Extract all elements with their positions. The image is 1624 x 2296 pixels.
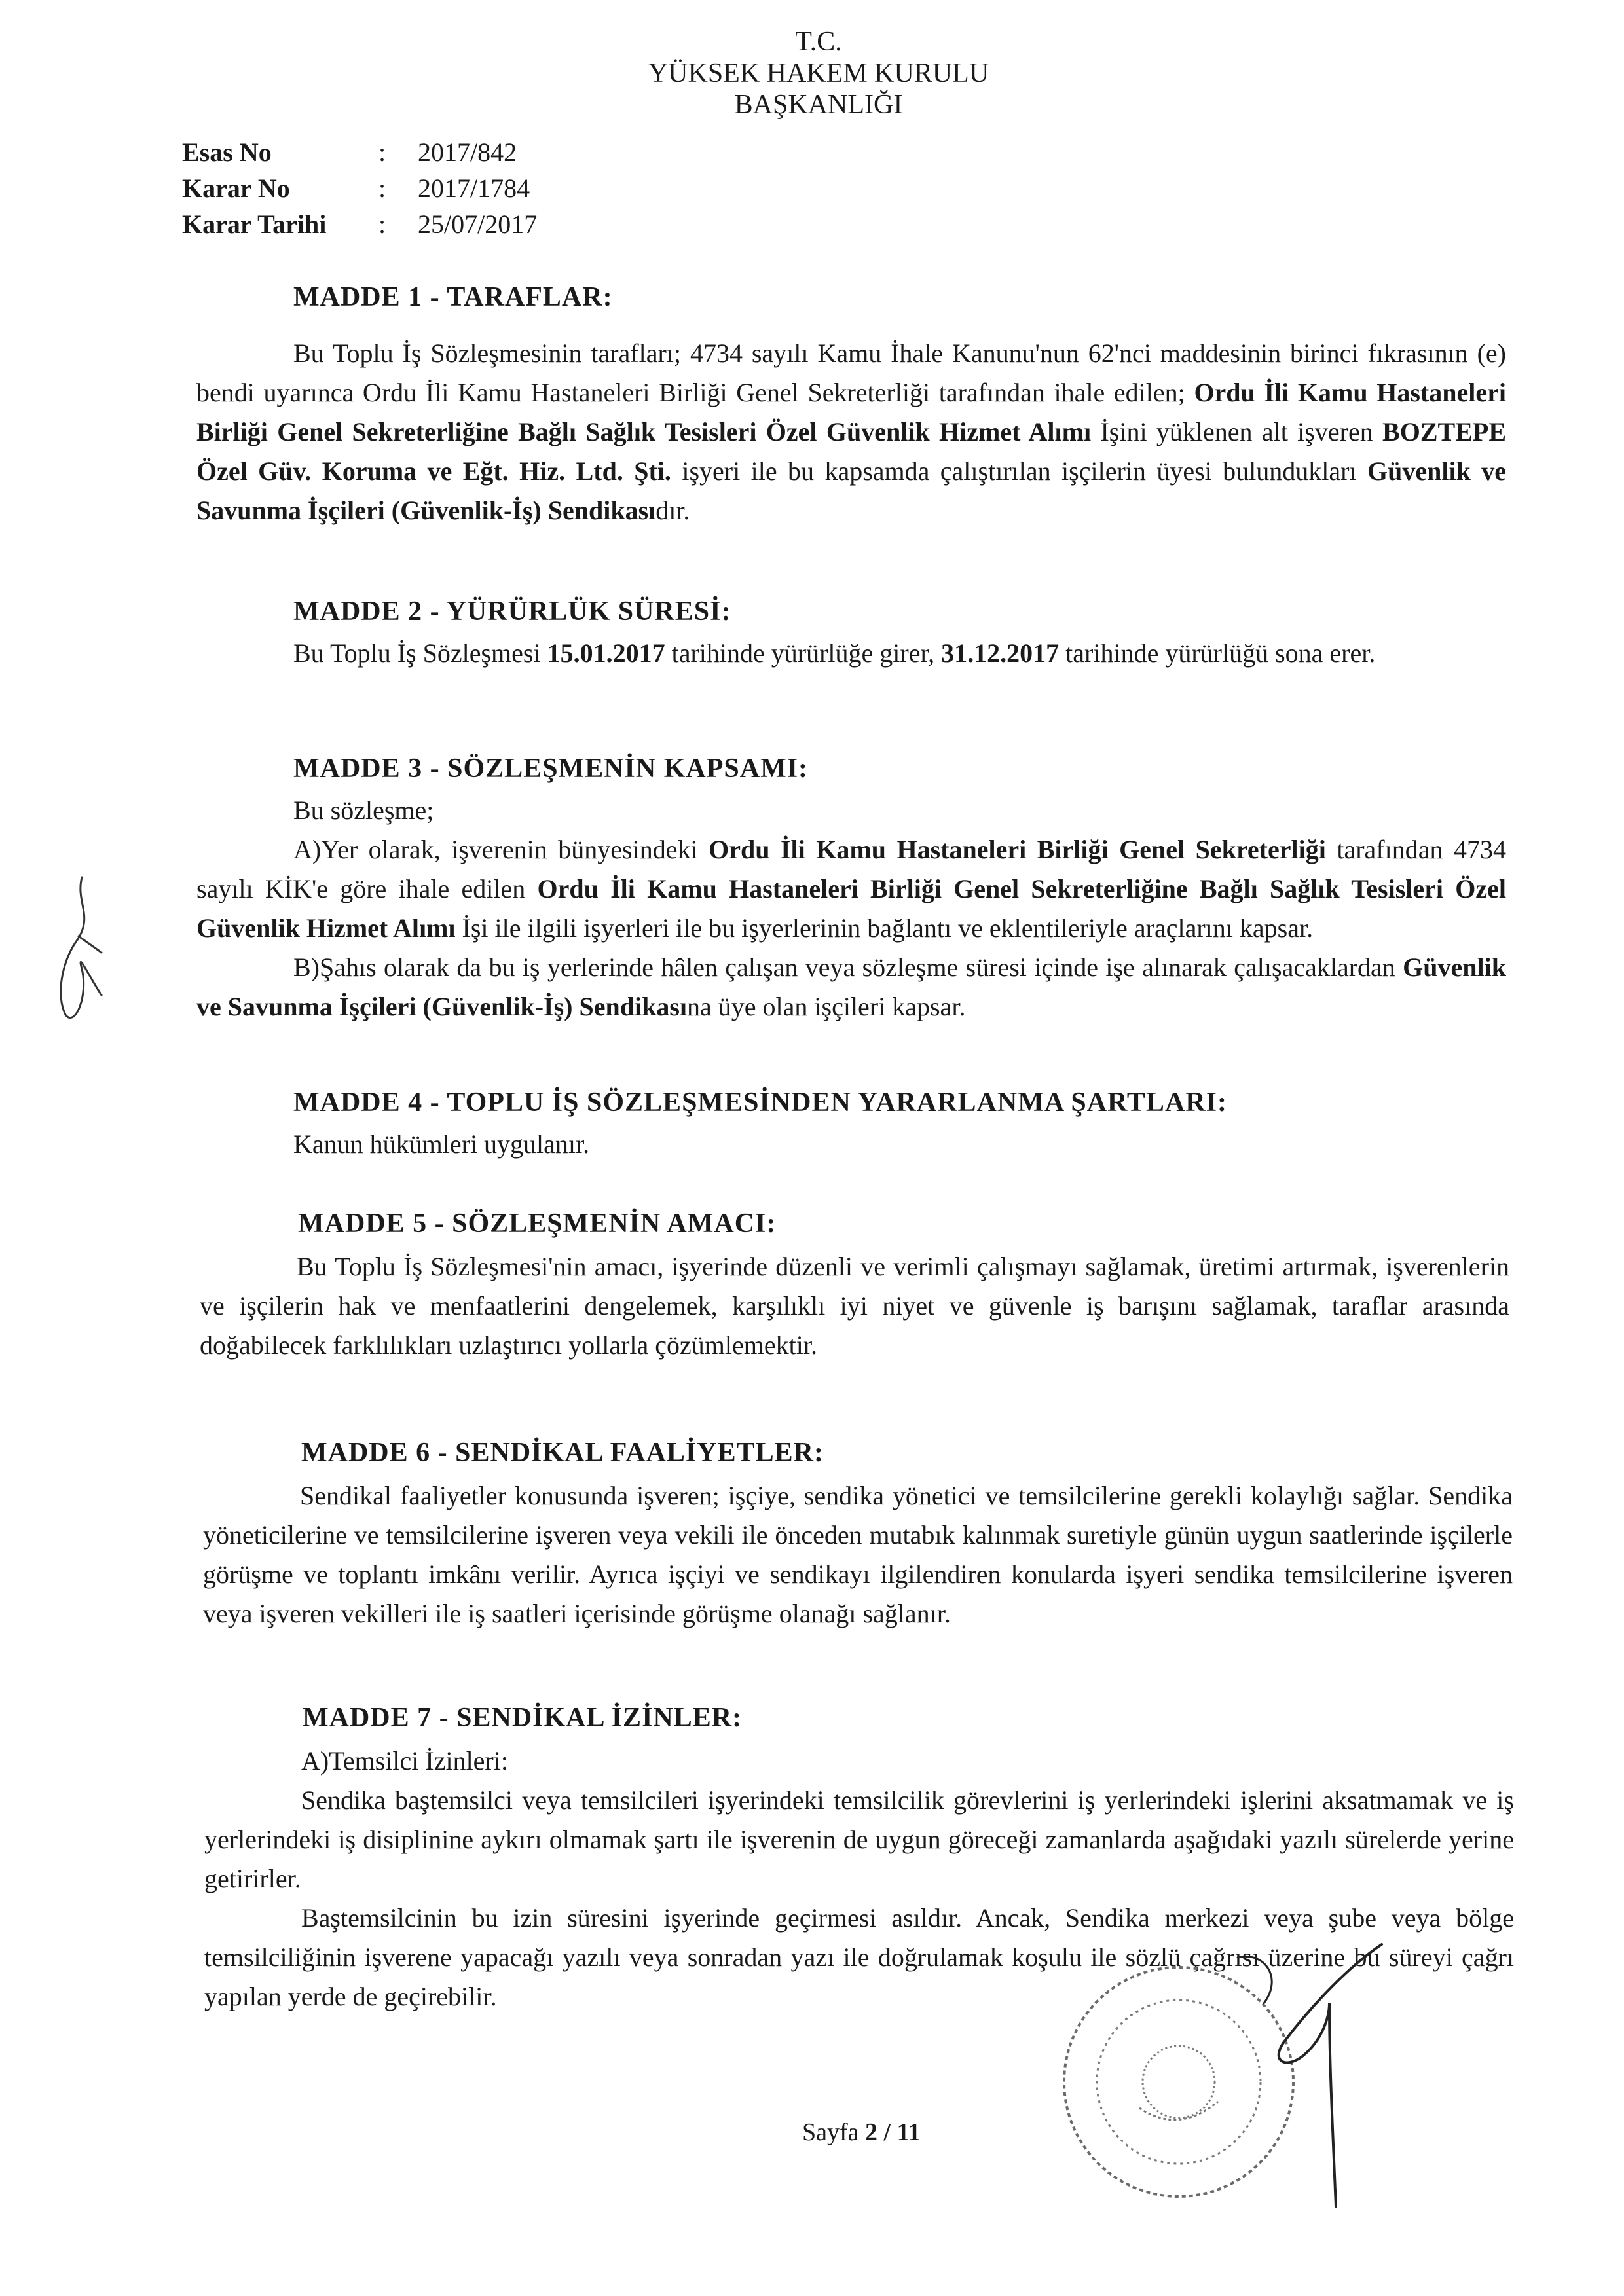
madde-6-heading: MADDE 6 - SENDİKAL FAALİYETLER:	[301, 1438, 824, 1468]
karar-row	[182, 170, 706, 206]
madde-3-body	[196, 791, 1506, 1027]
madde-7-p2: Baştemsilcinin bu izin süresini işyerinde geçirmesi asıldır. Ancak, Sendika merkezi veya şube veya bölge temsilciliğinin işverene yapacağı yazılı veya sonradan yazı ile doğrulamak koşulu ile sözlü çağrısı üzerine bu süreyi çağrı yapılan yerde de geçirebilir.	[204, 1903, 1514, 2011]
tarih-row	[182, 206, 706, 242]
madde-1-heading: MADDE 1 - TARAFLAR:	[293, 282, 613, 312]
colon: :	[378, 173, 386, 203]
madde-6-body: Sendikal faaliyetler konusunda işveren; işçiye, sendika yönetici ve temsilcilerine gerekli kolaylığı sağlar. Sendika yöneticilerine ve temsilcilerine işveren veya vekili ile önceden mutabık kalınmak suretiyle günün uygun saatlerinde işçilerle görüşme ve toplantı imkânı verilir. Ayrıca işçiyi ve sendikayı ilgilendiren konularda işyeri sendika temsilcilerine işveren veya işveren vekilleri ile iş saatleri içerisinde görüşme olanağı sağlanır.	[203, 1481, 1513, 1628]
madde-3-a: A)Yer olarak, işverenin bünyesindeki Ordu İli Kamu Hastaneleri Birliği Genel Sekreterliği tarafından 4734 sayılı KİK'e göre ihale edilen Ordu İli Kamu Hastaneleri Birliği Genel Sekreterliğine Bağlı Sağlık Tesisleri Özel Güvenlik Hizmet Alımı İşi ile ilgili işyerleri ile bu işyerlerinin bağlantı ve eklentileriyle araçlarını kapsar.	[196, 835, 1506, 943]
esas-label: Esas No	[182, 137, 272, 167]
madde-2-heading: MADDE 2 - YÜRÜRLÜK SÜRESİ:	[293, 596, 731, 627]
madde-7-heading: MADDE 7 - SENDİKAL İZİNLER:	[303, 1703, 743, 1733]
margin-paraph	[36, 864, 121, 1034]
esas-value: 2017/842	[418, 137, 517, 167]
colon: :	[378, 137, 386, 167]
madde-4-body: Kanun hükümleri uygulanır.	[293, 1129, 590, 1159]
header-line-1: T.C.	[795, 27, 842, 57]
madde-2-body: Bu Toplu İş Sözleşmesi 15.01.2017 tarihinde yürürlüğe girer, 31.12.2017 tarihinde yürürlüğü sona erer.	[293, 638, 1376, 668]
madde-7-p1: Sendika baştemsilci veya temsilcileri işyerindeki temsilcilik görevlerini iş yerlerindeki işlerini aksatmamak ve iş yerlerindeki iş disiplinine aykırı olmamak şartı ile işverenin de uygun göreceği zamanlarda aşağıdaki yazılı sürelerde yerine getirirler.	[204, 1785, 1514, 1893]
madde-5-body: Bu Toplu İş Sözleşmesi'nin amacı, işyerinde düzenli ve verimli çalışmayı sağlamak, üretimi artırmak, işverenlerin ve işçilerin hak ve menfaatlerini dengelemek, karşılıklı iyi niyet ve güvenle iş barışını sağlamak, taraflar arasında doğabilecek farklılıkları uzlaştırıcı yollarla çözümlemektir.	[200, 1252, 1509, 1360]
case-meta	[182, 134, 706, 242]
madde-3-b: B)Şahıs olarak da bu iş yerlerinde hâlen çalışan veya sözleşme süresi içinde işe alınarak çalışacaklardan Güvenlik ve Savunma İşçileri (Güvenlik-İş) Sendikasına üye olan işçileri kapsar.	[196, 953, 1506, 1021]
tarih-value: 25/07/2017	[418, 210, 538, 239]
colon: :	[378, 210, 386, 239]
karar-label: Karar No	[182, 173, 290, 203]
madde-7-sub: A)Temsilci İzinleri:	[301, 1746, 508, 1776]
tarih-label: Karar Tarihi	[182, 210, 327, 239]
esas-row	[182, 134, 706, 170]
madde-1-body: Bu Toplu İş Sözleşmesinin tarafları; 4734 sayılı Kamu İhale Kanunu'nun 62'nci maddesinin birinci fıkrasının (e) bendi uyarınca Ordu İli Kamu Hastaneleri Birliği Genel Sekreterliği tarafından ihale edilen; Ordu İli Kamu Hastaneleri Birliği Genel Sekreterliğine Bağlı Sağlık Tesisleri Özel Güvenlik Hizmet Alımı İşini yüklenen alt işveren BOZTEPE Özel Güv. Koruma ve Eğt. Hiz. Ltd. Şti. işyeri ile bu kapsamda çalıştırılan işçilerin üyesi bulundukları Güvenlik ve Savunma İşçileri (Güvenlik-İş) Sendikasıdır.	[196, 338, 1507, 525]
header-line-2: YÜKSEK HAKEM KURULU	[648, 58, 989, 88]
madde-5-heading: MADDE 5 - SÖZLEŞMENİN AMACI:	[298, 1209, 777, 1239]
madde-3-heading: MADDE 3 - SÖZLEŞMENİN KAPSAMI:	[293, 754, 809, 784]
karar-value: 2017/1784	[418, 173, 530, 203]
madde-4-heading: MADDE 4 - TOPLU İŞ SÖZLEŞMESİNDEN YARARLANMA ŞARTLARI:	[293, 1087, 1227, 1118]
signature	[1225, 1931, 1408, 2219]
madde-3-intro: Bu sözleşme;	[293, 795, 434, 825]
header-line-3: BAŞKANLIĞI	[734, 90, 903, 120]
page-number: Sayfa 2 / 11	[802, 2119, 921, 2146]
